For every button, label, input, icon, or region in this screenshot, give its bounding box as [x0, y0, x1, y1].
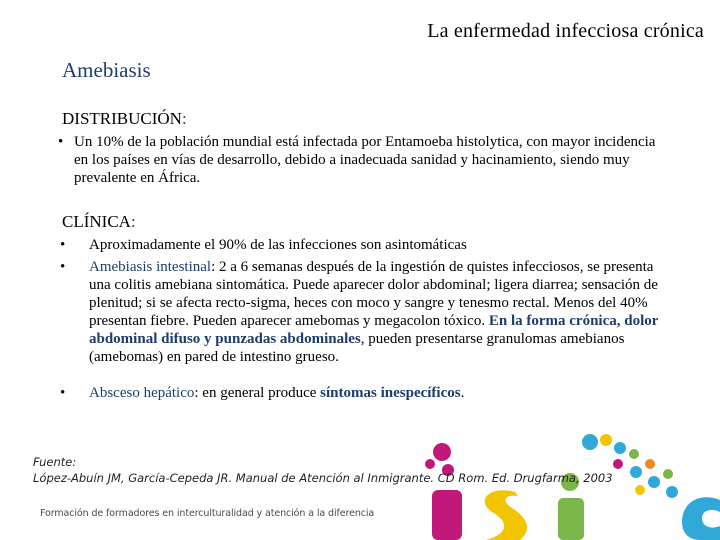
source-label: Fuente: — [33, 455, 77, 469]
clinica-item-amebiasis-intestinal — [60, 258, 660, 366]
slide-subtitle: Amebiasis — [62, 58, 151, 82]
distribucion-bullet — [58, 133, 668, 187]
distribucion-heading-colon: : — [181, 109, 187, 128]
clinica-item-label: Amebiasis intestinal — [89, 259, 212, 275]
distribucion-text: Un 10% de la población mundial está infectada por Entamoeba histolytica, con mayor incidencia en los países en vías de desarrollo, debido a inadecuada sanidad y hacinamiento, siendo muy prevalente en África. — [74, 134, 656, 186]
clinica-item-text-b: , pueden presentarse granulomas amebianos (amebomas) en pared de intestino grueso. — [89, 331, 625, 365]
clinica-item-text-b: . — [460, 385, 465, 401]
clinica-item-text — [89, 258, 660, 366]
bullet-icon: • — [58, 134, 64, 150]
clinica-item-asintomaticas — [60, 236, 660, 254]
clinica-heading-text: CLÍNICA — [62, 212, 131, 231]
clinica-item-text — [89, 384, 660, 402]
clinica-item-text: Aproximadamente el 90% de las infecciones son asintomáticas — [89, 237, 467, 253]
clinica-item-absceso-hepatico — [60, 384, 660, 402]
clinica-item-text-a: : en general produce — [194, 385, 321, 401]
clinica-heading — [62, 212, 136, 232]
clinica-item-label: Absceso hepático — [89, 385, 195, 401]
source-note — [33, 454, 613, 486]
bullet-icon: • — [60, 385, 66, 401]
clinica-item-emphasis: síntomas inespecíficos — [320, 385, 461, 401]
footer-banner: Formación de formadores en interculturalidad y atención a la diferencia — [40, 508, 375, 519]
bullet-icon: • — [60, 259, 66, 275]
slide-header-title: La enfermedad infecciosa crónica — [427, 20, 704, 42]
bullet-icon: • — [60, 237, 66, 253]
clinica-item-text-a: : 2 a 6 semanas después de la ingestión de quistes infecciosos, se presenta una colitis amebiana sintomática. Puede aparecer dolor abdominal; ligera diarrea; sensación de plenitud; si se afecta recto‑sigma, heces con moco y sangre y tenesmo rectal. Menos del 40% presentan fiebre. Pueden aparecer amebomas y megacolon tóxico. — [89, 259, 658, 329]
source-citation: López-Abuín JM, García-Cepeda JR. Manual de Atención al Inmigrante. CD Rom. Ed. Drugfarma, 2003 — [33, 471, 613, 485]
clinica-item-emphasis: En la forma crónica, dolor abdominal difuso y punzadas abdominales — [89, 313, 659, 347]
clinica-heading-colon: : — [130, 212, 136, 231]
distribucion-heading — [62, 109, 187, 129]
distribucion-heading-text: DISTRIBUCIÓN — [62, 109, 182, 128]
